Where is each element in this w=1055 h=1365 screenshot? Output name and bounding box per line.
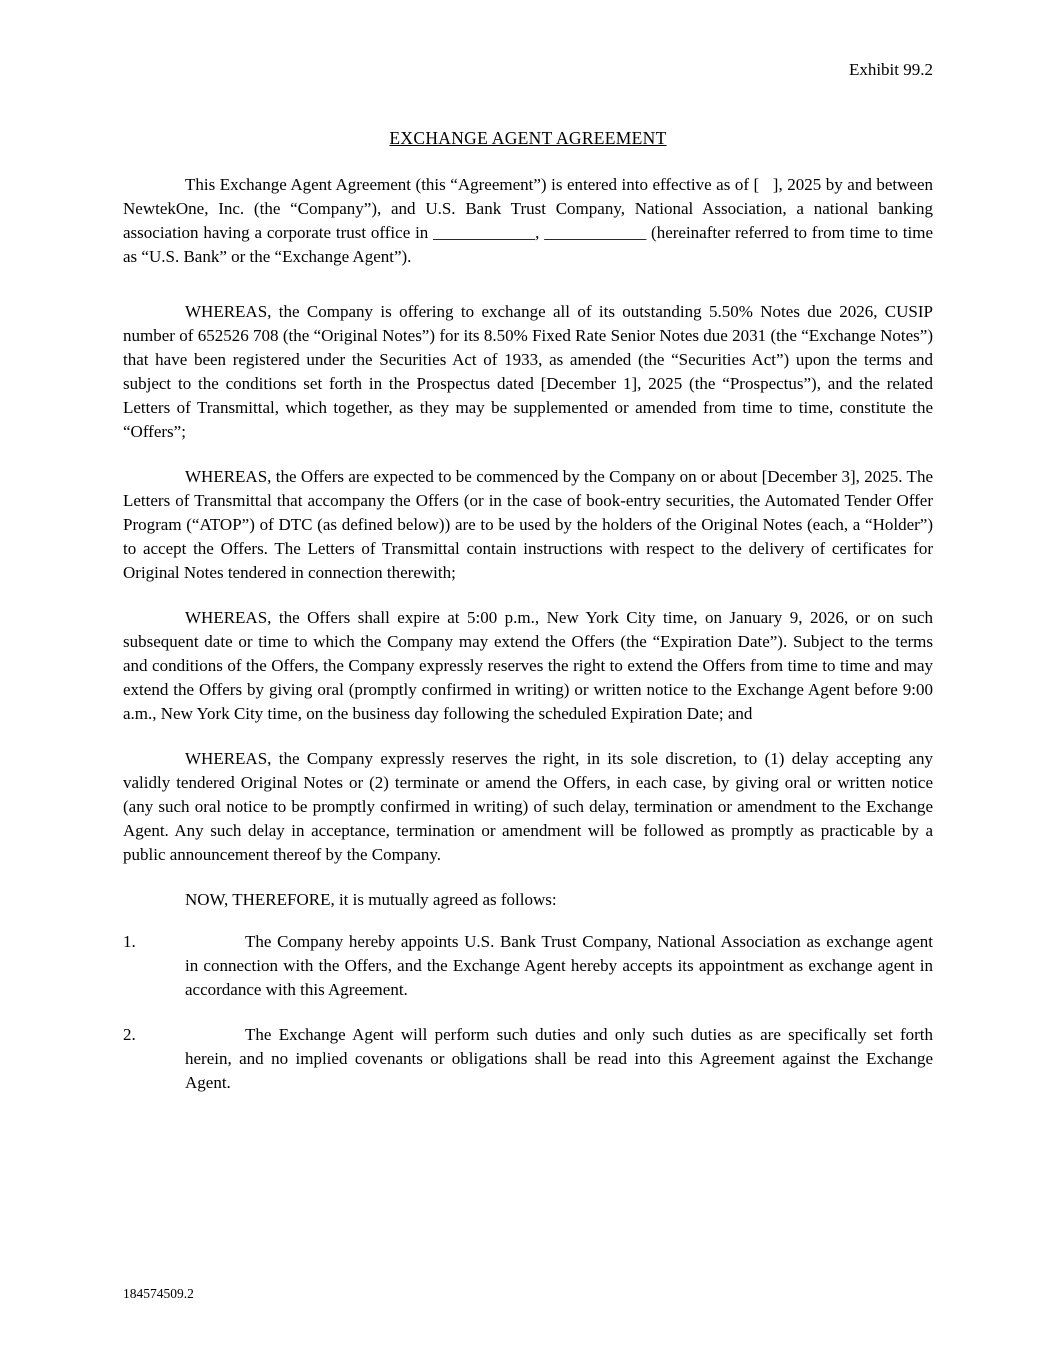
item-1-number: 1.	[123, 932, 136, 951]
item-2-number: 2.	[123, 1025, 136, 1044]
paragraph-now-therefore: NOW, THEREFORE, it is mutually agreed as follows:	[185, 890, 557, 909]
page-title	[123, 126, 933, 150]
paragraph-whereas-3: WHEREAS, the Offers shall expire at 5:00 p.m., New York City time, on January 9, 2026, or on such subsequent date or time to which the Company may extend the Offers (the “Expiration Date”). Subject to the terms and conditions of the Offers, the Company expressly reserves the right to extend the Offers from time to time and may extend the Offers by giving oral (promptly confirmed in writing) or written notice to the Exchange Agent before 9:00 a.m., New York City time, on the business day following the scheduled Expiration Date; and	[123, 608, 933, 723]
item-2-text: The Exchange Agent will perform such duties and only such duties as are specifically set forth herein, and no implied covenants or obligations shall be read into this Agreement against the Exchange Agent.	[185, 1025, 933, 1092]
numbered-item-1	[123, 930, 933, 1002]
footer-document-number: 184574509.2	[123, 1286, 194, 1301]
paragraph-whereas-2: WHEREAS, the Offers are expected to be commenced by the Company on or about [December 3], 2025. The Letters of Transmittal that accompany the Offers (or in the case of book-entry securities, the Automated Tender Offer Program (“ATOP”) of DTC (as defined below)) are to be used by the holders of the Original Notes (each, a “Holder”) to accept the Offers. The Letters of Transmittal contain instructions with respect to the delivery of certificates for Original Notes tendered in connection therewith;	[123, 467, 933, 582]
item-1-text: The Company hereby appoints U.S. Bank Trust Company, National Association as exchange agent in connection with the Offers, and the Exchange Agent hereby accepts its appointment as exchange agent in accordance with this Agreement.	[185, 932, 933, 999]
numbered-item-2	[123, 1023, 933, 1095]
paragraph-intro: This Exchange Agent Agreement (this “Agreement”) is entered into effective as of [ ], 2025 by and between NewtekOne, Inc. (the “Company”), and U.S. Bank Trust Company, National Association, a national banking association having a corporate trust office in ____________, ____________ (hereinafter referred to from time to time as “U.S. Bank” or the “Exchange Agent”).	[123, 175, 933, 266]
exhibit-label: Exhibit 99.2	[848, 60, 933, 79]
paragraph-whereas-1: WHEREAS, the Company is offering to exchange all of its outstanding 5.50% Notes due 2026, CUSIP number of 652526 708 (the “Original Notes”) for its 8.50% Fixed Rate Senior Notes due 2031 (the “Exchange Notes”) that have been registered under the Securities Act of 1933, as amended (the “Securities Act”) upon the terms and subject to the conditions set forth in the Prospectus dated [December 1], 2025 (the “Prospectus”), and the related Letters of Transmittal, which together, as they may be supplemented or amended from time to time, constitute the “Offers”;	[123, 302, 933, 441]
paragraph-whereas-4: WHEREAS, the Company expressly reserves the right, in its sole discretion, to (1) delay accepting any validly tendered Original Notes or (2) terminate or amend the Offers, in each case, by giving oral or written notice (any such oral notice to be promptly confirmed in writing) of such delay, termination or amendment to the Exchange Agent. Any such delay in acceptance, termination or amendment will be followed as promptly as practicable by a public announcement thereof by the Company.	[123, 749, 933, 864]
page-title-text: EXCHANGE AGENT AGREEMENT	[389, 128, 667, 148]
